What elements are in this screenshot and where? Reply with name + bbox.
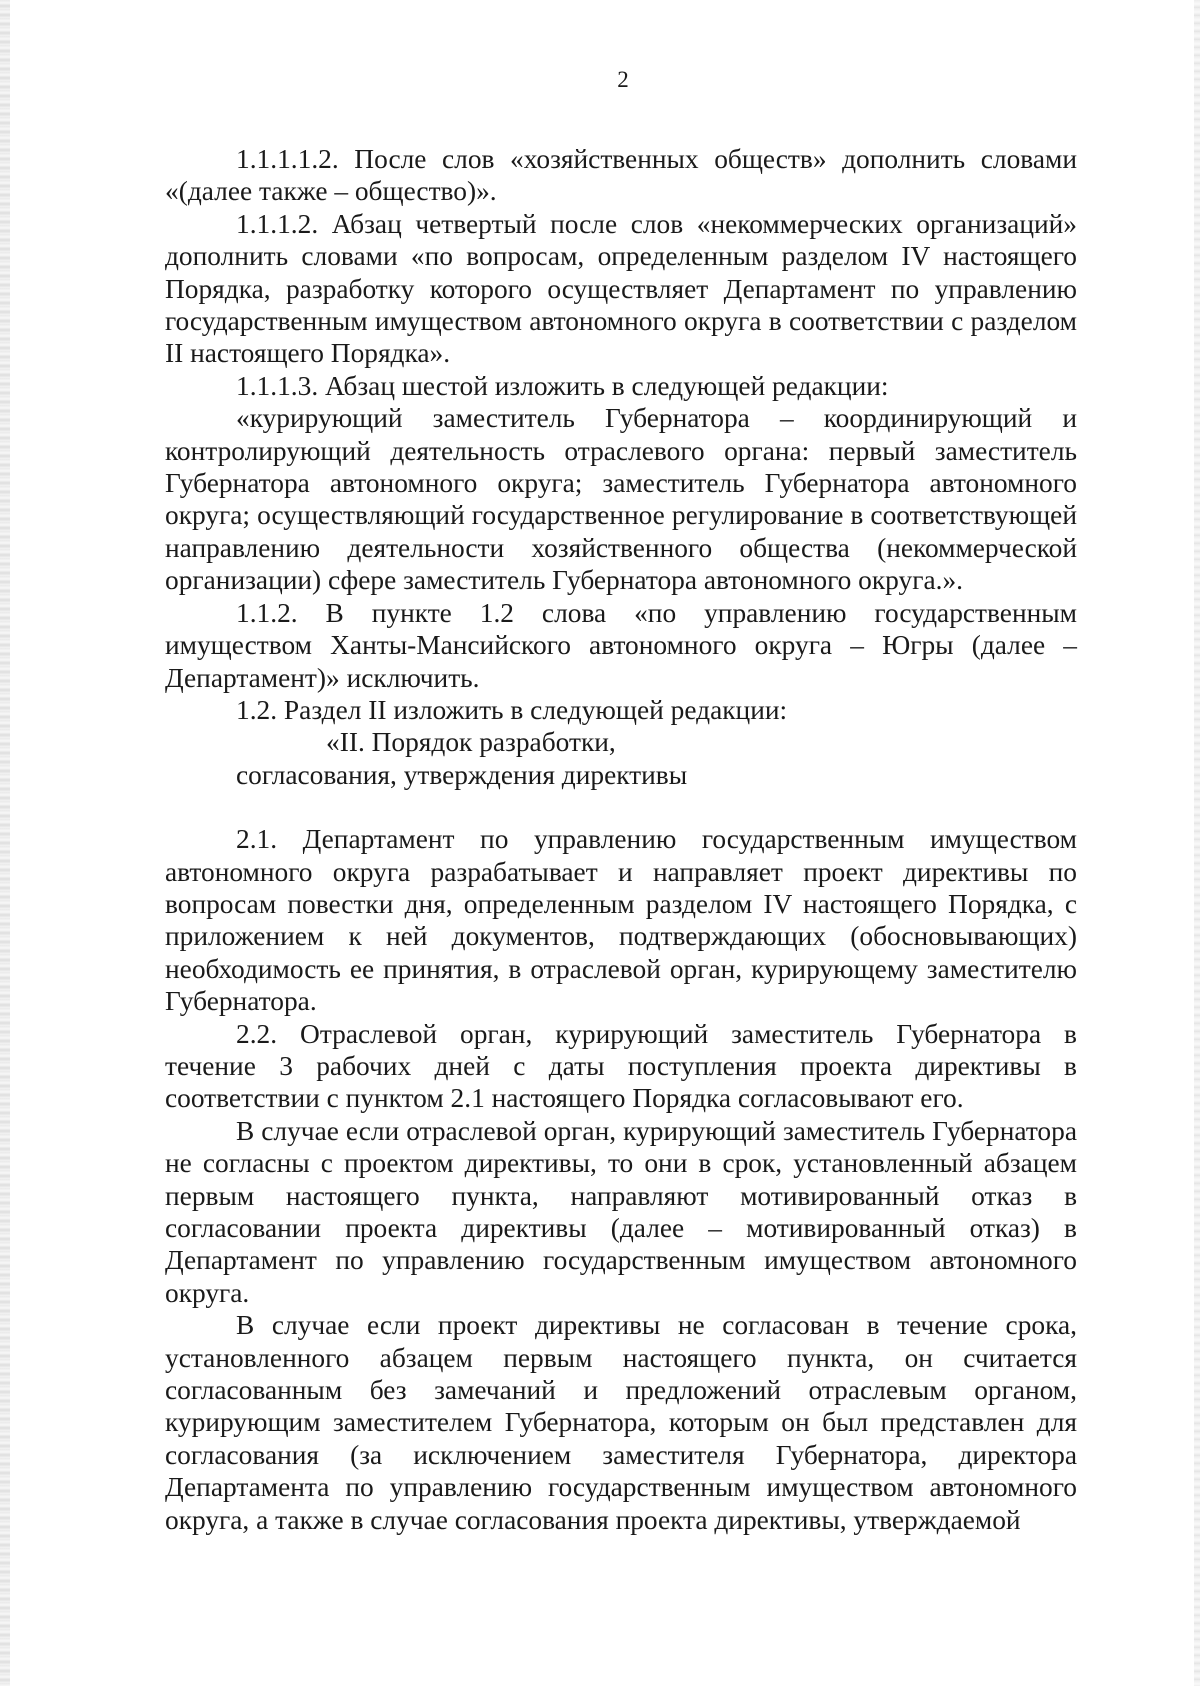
scan-left-edge bbox=[0, 0, 10, 1686]
paragraph-1-2: 1.2. Раздел II изложить в следующей редакции: bbox=[236, 694, 788, 725]
paragraph-deemed-approved: В случае если проект директивы не согласован в течение срока, установленного абзацем первым настоящего пункта, он считается согласованным без замечаний и предложений отраслевым органом, курирующим заместителем Губернатора, которым он был представлен для согласования (за исключением заместителя Губернатора, директора Департамента по управлению государственным имуществом автономного округа, а также в случае согласования проекта директивы, утверждаемой bbox=[165, 1310, 1077, 1535]
paragraph-1-1-2: 1.1.2. В пункте 1.2 слова «по управлению государственным имуществом Ханты-Мансийского автономного округа – Югры (далее – Департамент)» исключить. bbox=[165, 597, 1077, 693]
paragraph-1-1-1-2: 1.1.1.2. Абзац четвертый после слов «некоммерческих организаций» дополнить словами «по вопросам, определенным разделом IV настоящего Порядка, разработку которого осуществляет Департамент по управлению государственным имуществом автономного округа в соответствии с разделом II настоящего Порядка». bbox=[165, 208, 1077, 369]
paragraph-curator-definition: «курирующий заместитель Губернатора – координирующий и контролирующий деятельность отраслевого органа: первый заместитель Губернатора автономного округа; заместитель Губернатора автономного округа; осуществляющий государственное регулирование в соответствующей направлению деятельности хозяйственного общества (некоммерческой организации) сфере заместитель Губернатора автономного округа.». bbox=[165, 403, 1077, 596]
document-body bbox=[165, 143, 1077, 1536]
page-number: 2 bbox=[617, 67, 629, 92]
scan-right-edge bbox=[1194, 0, 1200, 1686]
paragraph-2-2: 2.2. Отраслевой орган, курирующий заместитель Губернатора в течение 3 рабочих дней с даты поступления проекта директивы в соответствии с пунктом 2.1 настоящего Порядка согласовывают его. bbox=[165, 1018, 1077, 1114]
paragraph-1-1-1-1-2: 1.1.1.1.2. После слов «хозяйственных обществ» дополнить словами «(далее также – общество)». bbox=[165, 144, 1077, 207]
paragraph-refusal: В случае если отраслевой орган, курирующий заместитель Губернатора не согласны с проектом директивы, то они в срок, установленный абзацем первым настоящего пункта, направляют мотивированный отказ в согласовании проекта директивы (далее – мотивированный отказ) в Департамент по управлению государственным имуществом автономного округа. bbox=[165, 1115, 1077, 1308]
section-heading-line-2: согласования, утверждения директивы bbox=[236, 759, 688, 790]
paragraph-2-1: 2.1. Департамент по управлению государственным имуществом автономного округа разрабатывает и направляет проект директивы по вопросам повестки дня, определенным разделом IV настоящего Порядка, с приложением к ней документов, подтверждающих (обосновывающих) необходимость ее принятия, в отраслевой орган, курирующему заместителю Губернатора. bbox=[165, 824, 1077, 1017]
paragraph-1-1-1-3: 1.1.1.3. Абзац шестой изложить в следующей редакции: bbox=[236, 370, 889, 401]
blank-line bbox=[165, 791, 1077, 823]
section-heading-line-1: «II. Порядок разработки, bbox=[326, 727, 616, 758]
